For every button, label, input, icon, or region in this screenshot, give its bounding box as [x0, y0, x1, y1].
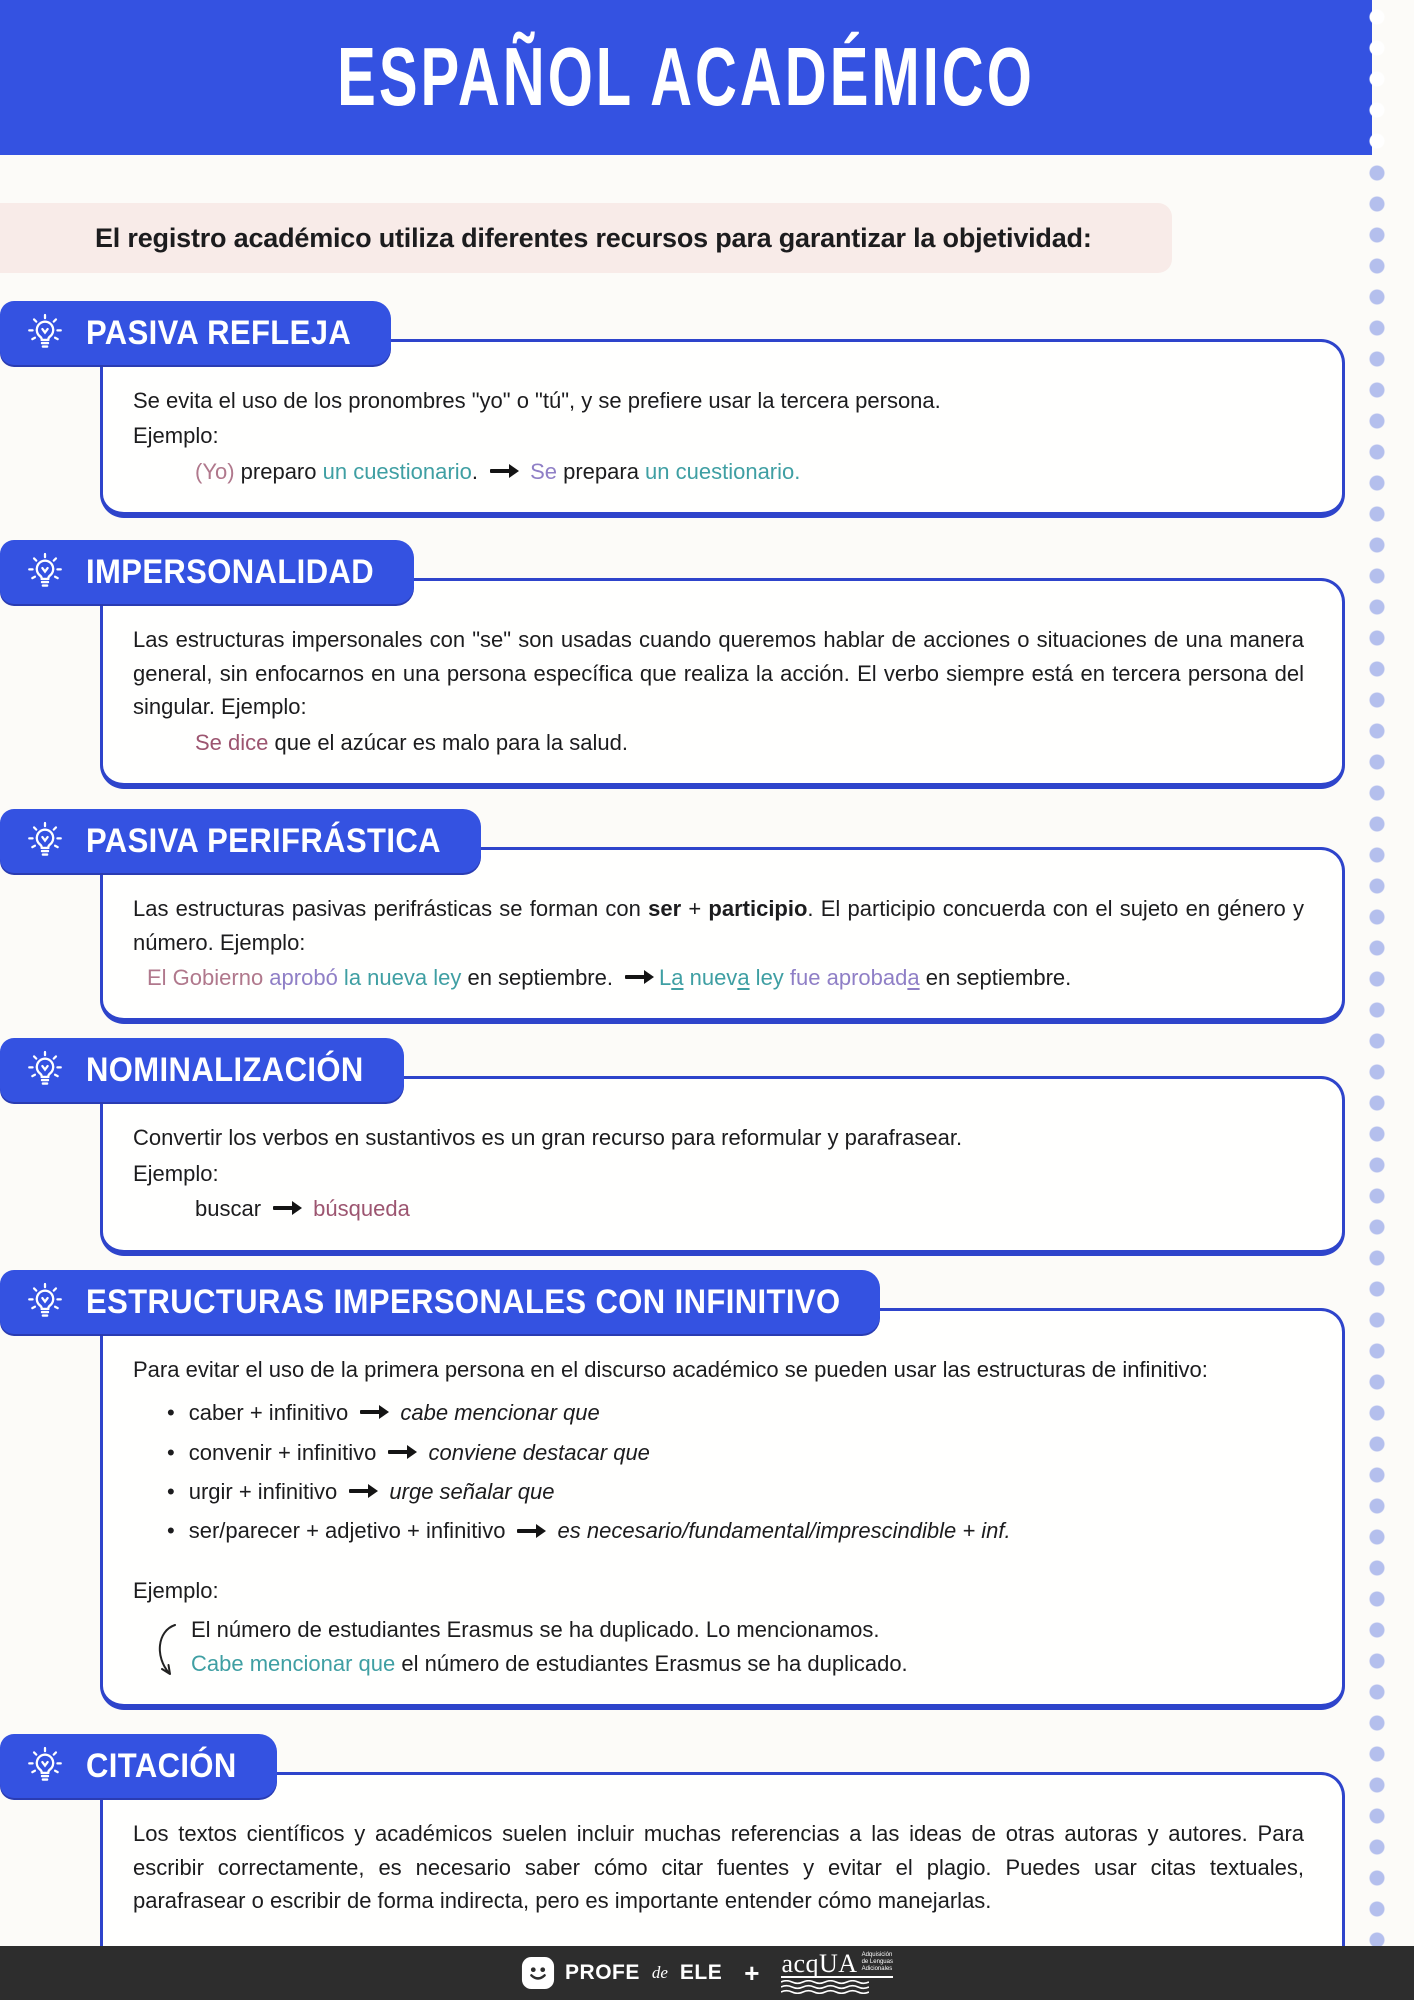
- bullet-dot: •: [167, 1518, 175, 1544]
- bullet-dot: •: [167, 1400, 175, 1426]
- section-box: [100, 1308, 1345, 1711]
- text-segment: Las estructuras pasivas perifrásticas se forman con: [133, 896, 649, 922]
- profe-de-ele-logo: [521, 1956, 722, 1990]
- curved-arrow-icon: [151, 1621, 181, 1683]
- section-paragraph: Convertir los verbos en sustantivos es un gran recurso para reformular y parafrasear.: [133, 1125, 963, 1151]
- section-label-citacion: [0, 1734, 277, 1798]
- text-segment: ser/parecer + adjetivo + infinitivo: [188, 1518, 506, 1544]
- text-segment: +: [681, 896, 709, 922]
- text-segment: a: [907, 964, 920, 990]
- smiley-logo-icon: [521, 1956, 555, 1990]
- section-title: NOMINALIZACIÓN: [86, 1050, 364, 1090]
- section-label-nominalizacion: [0, 1038, 404, 1102]
- example-sentence: [133, 455, 1304, 488]
- example-block: [133, 1613, 1304, 1680]
- list-item: [167, 1436, 1304, 1469]
- text-segment: cabe mencionar que: [394, 1400, 600, 1426]
- example-sentence: [133, 961, 1304, 994]
- text-segment: .: [471, 458, 478, 484]
- page-header: [0, 0, 1372, 155]
- text-segment: El Gobierno: [147, 964, 264, 990]
- section-paragraph: Se evita el uso de los pronombres "yo" o "tú", y se prefiere usar la tercera persona.: [133, 388, 941, 413]
- section-label-impersonalidad: [0, 540, 414, 604]
- text-segment: ley: [749, 964, 790, 990]
- example-sentence: [133, 726, 1304, 759]
- arrow-right-icon: [517, 1529, 537, 1533]
- lightbulb-icon: [24, 312, 66, 354]
- brand-text: PROFE: [565, 1961, 640, 1984]
- section-paragraph: [133, 892, 1304, 959]
- example-sentence: [133, 1192, 1304, 1225]
- text-segment: es necesario/fundamental/imprescindible + inf.: [551, 1518, 1011, 1544]
- bullet-text: [189, 1396, 600, 1429]
- section-box: [100, 847, 1345, 1024]
- section-box: [100, 339, 1345, 518]
- example-label: Ejemplo:: [133, 1577, 219, 1603]
- brand-text: ELE: [679, 1961, 723, 1984]
- acqua-logo: [781, 1948, 893, 1994]
- text-segment: L: [658, 964, 672, 990]
- intro-text: El registro académico utiliza diferentes recursos para garantizar la objetividad:: [95, 222, 1092, 253]
- bullet-dot: •: [167, 1479, 175, 1504]
- text-segment: urge señalar que: [383, 1479, 555, 1504]
- bullet-text: [189, 1475, 555, 1508]
- text-segment: Se: [523, 458, 557, 484]
- arrow-right-icon: [273, 1206, 293, 1210]
- text-segment: ser: [648, 896, 682, 922]
- list-item: [167, 1514, 1304, 1547]
- section-title: CITACIÓN: [86, 1746, 237, 1786]
- text-segment: aprobó: [263, 964, 338, 990]
- text-segment: .: [794, 458, 801, 484]
- bullet-dot: •: [167, 1439, 175, 1465]
- text-segment: fue aprobad: [789, 964, 908, 990]
- footer-bar: [0, 1946, 1414, 2000]
- text-segment: preparo: [234, 458, 323, 484]
- text-segment: El número de estudiantes Erasmus se ha duplicado. Lo mencionamos.: [191, 1617, 880, 1643]
- brand-text: de: [651, 1963, 668, 1982]
- text-segment: . El participio concuerda con el sujeto en género y número. Ejemplo:: [133, 896, 1304, 955]
- text-segment: conviene destacar que: [422, 1439, 650, 1465]
- text-segment: búsqueda: [307, 1196, 410, 1222]
- lightbulb-icon: [24, 1049, 66, 1091]
- arrow-right-icon: [388, 1450, 408, 1454]
- text-segment: caber + infinitivo: [188, 1400, 349, 1426]
- section-box: [100, 1076, 1345, 1255]
- section-label-pasiva-refleja: [0, 301, 391, 365]
- section-title: IMPERSONALIDAD: [86, 552, 375, 592]
- text-segment: que el azúcar es malo para la salud.: [268, 729, 628, 755]
- page-title: ESPAÑOL ACADÉMICO: [337, 31, 1035, 124]
- section-label-estructuras-infinitivo: [0, 1270, 880, 1334]
- text-segment: (Yo): [195, 458, 235, 484]
- text-segment: el número de estudiantes Erasmus se ha duplicado.: [395, 1650, 908, 1676]
- text-segment: Cabe mencionar que: [191, 1650, 396, 1676]
- intro-banner: [0, 203, 1172, 273]
- lightbulb-icon: [24, 820, 66, 862]
- text-segment: a: [737, 964, 750, 990]
- example-label: Ejemplo:: [133, 423, 219, 449]
- bullet-text: [189, 1436, 650, 1469]
- plus-sign: +: [744, 1957, 760, 1988]
- example-sentence: [191, 1647, 1304, 1680]
- section-title: PASIVA PERIFRÁSTICA: [86, 820, 441, 861]
- text-segment: prepara: [556, 458, 646, 484]
- arrow-right-icon: [349, 1489, 369, 1493]
- arrow-right-icon: [360, 1410, 380, 1414]
- section-paragraph: Las estructuras impersonales con "se" son usadas cuando queremos hablar de acciones o situaciones de una manera general, sin enfocarnos en una persona específica que realiza la acción. El verbo siempre está en tercera persona del singular. Ejemplo:: [133, 627, 1304, 720]
- text-segment: a: [671, 964, 684, 990]
- arrow-right-icon: [625, 975, 645, 979]
- section-box: [100, 578, 1345, 789]
- text-segment: Se dice: [195, 729, 269, 755]
- lightbulb-icon: [24, 551, 66, 593]
- list-item: [167, 1475, 1304, 1508]
- text-segment: buscar: [195, 1196, 262, 1222]
- list-item: [167, 1396, 1304, 1429]
- lightbulb-icon: [24, 1281, 66, 1323]
- waves-icon: [781, 1980, 869, 1994]
- section-title: ESTRUCTURAS IMPERSONALES CON INFINITIVO: [86, 1281, 841, 1321]
- text-segment: la nueva ley: [337, 964, 462, 990]
- section-paragraph: Los textos científicos y académicos suelen incluir muchas referencias a las ideas de otras autoras y autores. Para escribir correctamente, es necesario saber cómo citar fuentes y evitar el plagio. Puedes usar citas textuales, parafrasear o escribir de forma indirecta, pero es importante entender cómo manejarlas.: [133, 1821, 1304, 1914]
- bullet-list: [167, 1396, 1304, 1548]
- section-pasiva-perifrastica: [0, 809, 1414, 1024]
- section-nominalizacion: [0, 1038, 1414, 1255]
- section-title: PASIVA REFLEJA: [86, 312, 352, 353]
- section-estructuras-infinitivo: [0, 1270, 1414, 1711]
- example-label: Ejemplo:: [133, 1160, 219, 1186]
- bullet-text: [189, 1514, 1011, 1547]
- section-label-pasiva-perifrastica: [0, 809, 481, 873]
- text-segment: nuev: [683, 964, 738, 990]
- example-sentence: [191, 1613, 1304, 1646]
- text-segment: un cuestionario: [645, 458, 795, 484]
- text-segment: en septiembre.: [461, 964, 613, 990]
- section-paragraph: Para evitar el uso de la primera persona en el discurso académico se pueden usar las estructuras de infinitivo:: [133, 1356, 1208, 1382]
- arrow-right-icon: [490, 469, 510, 473]
- section-pasiva-refleja: [0, 301, 1414, 518]
- brand-subtext: Adquisición de Lenguas Adicionales: [861, 1951, 893, 1972]
- lightbulb-icon: [24, 1745, 66, 1787]
- section-impersonalidad: [0, 540, 1414, 789]
- text-segment: urgir + infinitivo: [188, 1479, 338, 1504]
- brand-text: acqUA: [781, 1948, 858, 1978]
- text-segment: un cuestionario: [322, 458, 472, 484]
- text-segment: en septiembre.: [919, 964, 1072, 990]
- text-segment: participio: [708, 896, 808, 922]
- text-segment: convenir + infinitivo: [188, 1439, 377, 1465]
